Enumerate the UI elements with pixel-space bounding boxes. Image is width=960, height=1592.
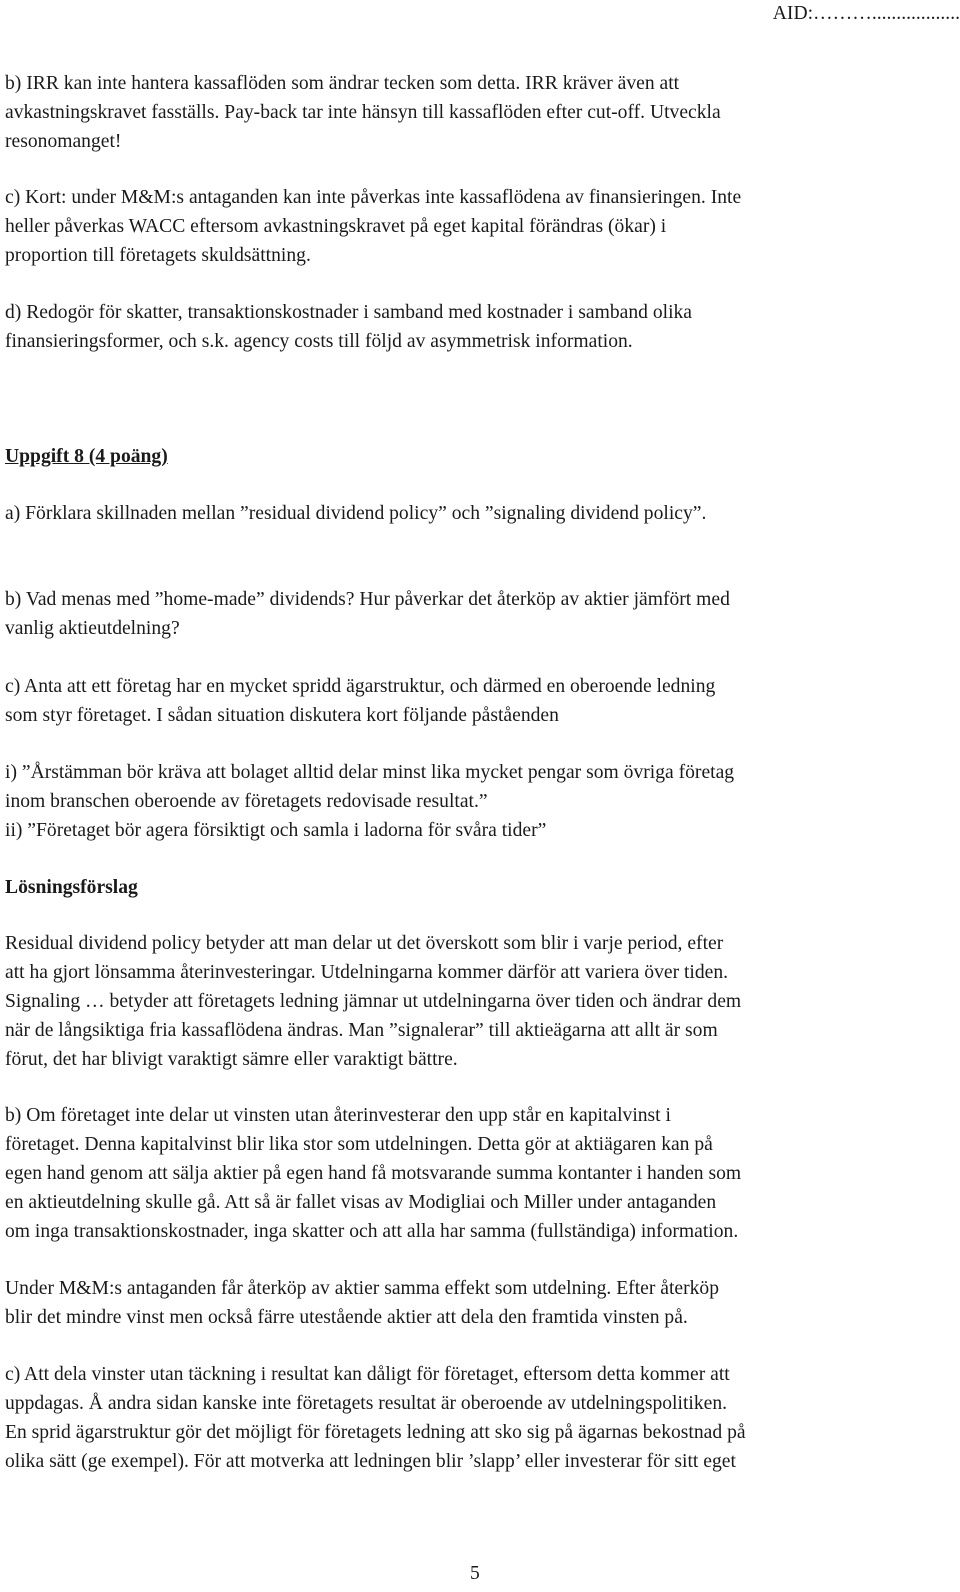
text-line: proportion till företagets skuldsättning. xyxy=(5,245,311,266)
text-line: d) Redogör för skatter, transaktionskostnader i samband med kostnader i samband olika xyxy=(5,302,693,323)
text-line: olika sätt (ge exempel). För att motverka att ledningen blir ’slapp’ eller investerar för sitt eget xyxy=(5,1451,736,1472)
text-line: företaget. Denna kapitalvinst blir lika stor som utdelningen. Detta gör at aktiägaren kan på xyxy=(5,1134,713,1155)
text-line: b) IRR kan inte hantera kassaflöden som ändrar tecken som detta. IRR kräver även att xyxy=(5,73,680,94)
text-line: Signaling … betyder att företagets ledning jämnar ut utdelningarna över tiden och ändrar dem xyxy=(5,991,742,1012)
text-line: heller påverkas WACC eftersom avkastningskravet på eget kapital förändras (ökar) i xyxy=(5,216,667,237)
text-line: c) Att dela vinster utan täckning i resultat kan dåligt för företaget, eftersom detta kommer att xyxy=(5,1364,730,1385)
page-number: 5 xyxy=(470,1563,480,1584)
text-line: egen hand genom att sälja aktier på egen hand få motsvarande summa kontanter i handen som xyxy=(5,1163,742,1184)
text-line: resonomanget! xyxy=(5,131,122,152)
text-line: att ha gjort lönsamma återinvesteringar. Utdelningarna kommer därför att variera över tiden. xyxy=(5,962,729,983)
text-line: c) Kort: under M&M:s antaganden kan inte påverkas inte kassaflödena av finansieringen. Inte xyxy=(5,187,742,208)
text-line: vanlig aktieutdelning? xyxy=(5,618,180,639)
text-line: uppdagas. Å andra sidan kanske inte företagets resultat är oberoende av utdelningspolitiken. xyxy=(5,1393,728,1414)
text-line: en aktieutdelning skulle gå. Att så är fallet visas av Modigliai och Miller under antaganden xyxy=(5,1192,717,1213)
text-line: ii) ”Företaget bör agera försiktigt och samla i ladorna för svåra tider” xyxy=(5,820,547,841)
text-line: när de långsiktiga fria kassaflödena ändras. Man ”signalerar” till aktieägarna att allt är som xyxy=(5,1020,718,1041)
text-line: Residual dividend policy betyder att man delar ut det överskott som blir i varje period, efter xyxy=(5,933,724,954)
text-line: om inga transaktionskostnader, inga skatter och att alla har samma (fullständiga) information. xyxy=(5,1221,739,1242)
text-line: c) Anta att ett företag har en mycket spridd ägarstruktur, och därmed en oberoende ledning xyxy=(5,676,716,697)
text-line: b) Om företaget inte delar ut vinsten utan återinvesterar den upp står en kapitalvinst i xyxy=(5,1105,671,1126)
section-heading: Uppgift 8 (4 poäng) xyxy=(5,446,168,467)
text-line: a) Förklara skillnaden mellan ”residual dividend policy” och ”signaling dividend policy”. xyxy=(5,503,707,524)
text-line: Under M&M:s antaganden får återköp av aktier samma effekt som utdelning. Efter återköp xyxy=(5,1278,720,1299)
text-line: avkastningskravet fasställs. Pay-back tar inte hänsyn till kassaflöden efter cut-off. Utveckla xyxy=(5,102,721,123)
text-line: finansieringsformer, och s.k. agency costs till följd av asymmetrisk information. xyxy=(5,331,633,352)
text-line: i) ”Årstämman bör kräva att bolaget alltid delar minst lika mycket pengar som övriga företag xyxy=(5,762,735,783)
text-line: b) Vad menas med ”home-made” dividends? Hur påverkar det återköp av aktier jämfört med xyxy=(5,589,730,610)
text-line: förut, det har blivigt varaktigt sämre eller varaktigt bättre. xyxy=(5,1049,458,1070)
section-heading: Lösningsförslag xyxy=(5,877,138,898)
text-line: En sprid ägarstruktur gör det möjligt för företagets ledning att sko sig på ägarnas bekostnad på xyxy=(5,1422,746,1443)
text-line: blir det mindre vinst men också färre utestående aktier att dela den framtida vinsten på. xyxy=(5,1307,688,1328)
text-line: som styr företaget. I sådan situation diskutera kort följande påståenden xyxy=(5,705,559,726)
aid-label: AID:……….................. xyxy=(772,3,960,24)
text-line: inom branschen oberoende av företagets redovisade resultat.” xyxy=(5,791,488,812)
